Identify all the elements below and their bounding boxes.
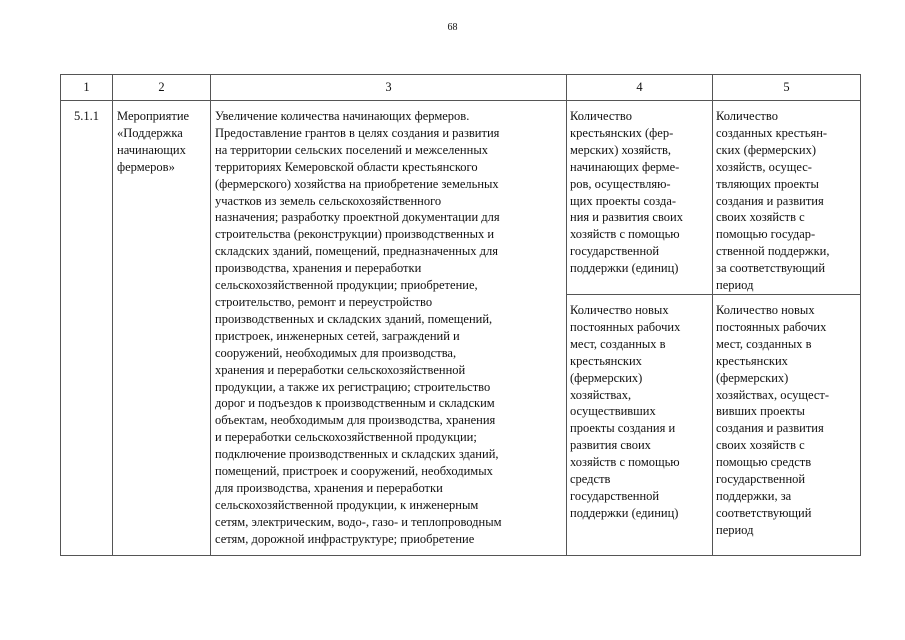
indicator-2-col5-cell	[713, 294, 861, 555]
header-cell-1: 1	[61, 75, 113, 101]
program-table	[60, 74, 861, 556]
row-description: Увеличение количества начинающих фермеров. Предоставление грантов в целях создания и развития на территории сельских поселений и межселенных территориях Кемеровской области крестьянского (фермерского) хозяйства на приобретение земельных участков из земель сельскохозяйственного назначения; разработку проектной документации для строительства (реконструкции) производственных и складских зданий, помещений, предназначенных для производства, хранения и переработки сельскохозяйственной продукции; приобретение, строительство, ремонт и переустройство производственных и складских зданий, помещений, пристроек, инженерных сетей, заграждений и сооружений, необходимых для производства, хранения и переработки сельскохозяйственной продукции, а также их регистрацию; строительство дорог и подъездов к производственным и складским объектам, необходимым для производства, хранения и переработки сельскохозяйственной продукции; подключение производственных и складских зданий, помещений, пристроек и сооружений, необходимых для производства, хранения и переработки сельскохозяйственной продукции, к инженерным сетям, электрическим, водо-, газо- и теплопроводным сетям, дорожной инфраструктуре; приобретение	[215, 109, 502, 546]
indicator-1-col4-cell	[567, 101, 713, 295]
table-row	[61, 101, 861, 295]
indicator-1-col5-cell	[713, 101, 861, 295]
indicator-2-col4-cell	[567, 294, 713, 555]
indicator-1-col4: Количество крестьянских (фер- мерских) хозяйств, начинающих ферме- ров, осуществляю- щих проекты созда- ния и развития своих хозяйств с помощью государственной поддержки (единиц)	[570, 109, 683, 276]
indicator-1-col5: Количество созданных крестьян- ских (фермерских) хозяйств, осущес- твляющих проекты создания и развития своих хозяйств с помощью государ- ственной поддержки, за соответствующий период	[716, 109, 830, 293]
header-cell-3: 3	[211, 75, 567, 101]
row-description-cell	[211, 101, 567, 556]
header-cell-4: 4	[567, 75, 713, 101]
row-event-title: Мероприятие «Поддержка начинающих фермеров»	[117, 109, 190, 174]
row-code: 5.1.1	[74, 109, 99, 123]
row-code-cell	[61, 101, 113, 556]
page-number: 68	[447, 22, 458, 33]
table-header-row	[61, 75, 861, 101]
indicator-2-col4: Количество новых постоянных рабочих мест, созданных в крестьянских (фермерских) хозяйствах, осуществивших проекты создания и развития своих хозяйств с помощью средств государственной поддержки (единиц)	[570, 302, 681, 520]
row-event-cell	[113, 101, 211, 556]
header-cell-2: 2	[113, 75, 211, 101]
indicator-2-col5: Количество новых постоянных рабочих мест, созданных в крестьянских (фермерских) хозяйствах, осущест- вивших проекты создания и развития своих хозяйств с помощью средств государственной поддержки, за соответствующий период	[716, 302, 830, 537]
header-cell-5: 5	[713, 75, 861, 101]
